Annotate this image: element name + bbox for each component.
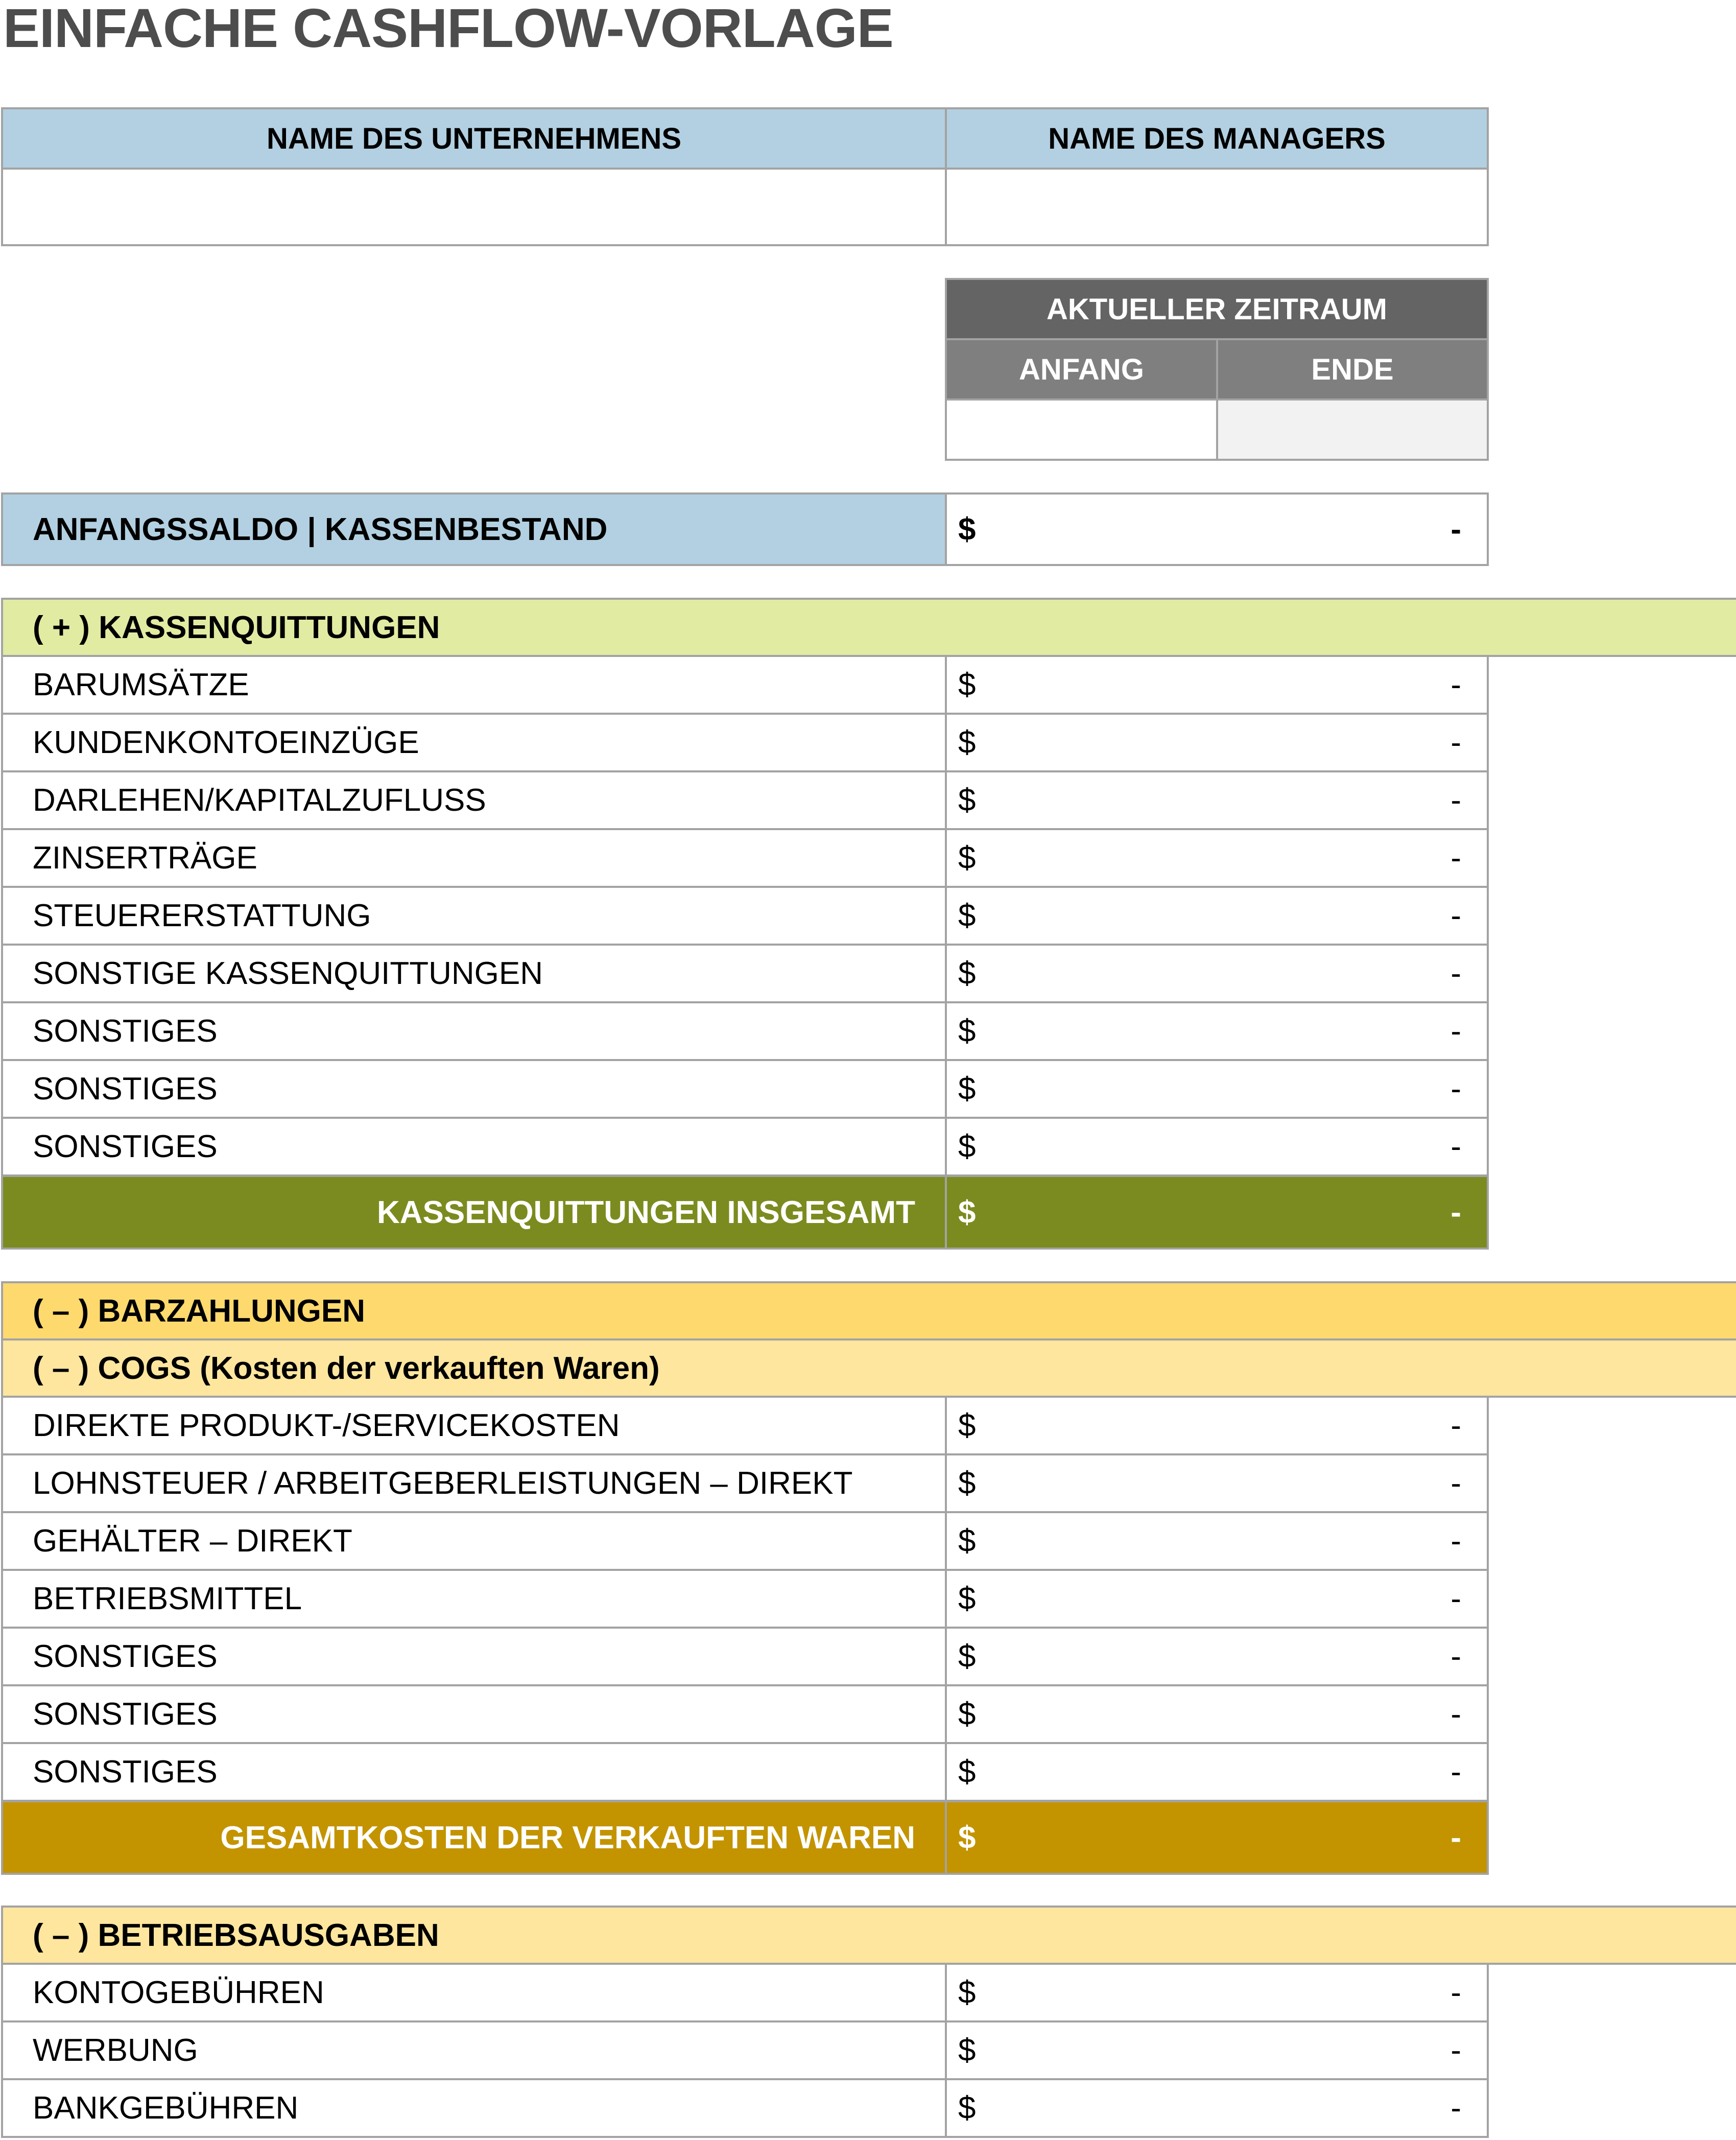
- line-item-label: SONSTIGES: [1, 1684, 947, 1744]
- period-end-header: ENDE: [1216, 338, 1489, 401]
- currency-symbol: $: [958, 840, 976, 876]
- currency-symbol: $: [958, 1975, 976, 2010]
- manager-name-header: NAME DES MANAGERS: [945, 107, 1489, 170]
- cogs-section-header: ( – ) COGS (Kosten der verkauften Waren): [1, 1338, 1736, 1398]
- currency-symbol: $: [958, 1129, 976, 1164]
- line-item-label: KUNDENKONTOEINZÜGE: [1, 713, 947, 772]
- currency-symbol: $: [958, 1820, 976, 1855]
- line-item-amount[interactable]: [945, 1453, 1489, 1513]
- payments-section-header: ( – ) BARZAHLUNGEN: [1, 1281, 1736, 1341]
- currency-symbol: $: [958, 1466, 976, 1501]
- opening-balance-label: ANFANGSSALDO | KASSENBESTAND: [1, 492, 947, 566]
- line-item-label: SONSTIGES: [1, 1627, 947, 1686]
- line-item-label: ZINSERTRÄGE: [1, 828, 947, 888]
- currency-symbol: $: [958, 1697, 976, 1732]
- line-item-amount[interactable]: [945, 2020, 1489, 2080]
- line-item-label: SONSTIGE KASSENQUITTUNGEN: [1, 944, 947, 1003]
- line-item-label: LOHNSTEUER / ARBEITGEBERLEISTUNGEN – DIREKT: [1, 1453, 947, 1513]
- line-item-label: DARLEHEN/KAPITALZUFLUSS: [1, 770, 947, 830]
- current-period-header: AKTUELLER ZEITRAUM: [945, 278, 1489, 340]
- opex-section-header: ( – ) BETRIEBSAUSGABEN: [1, 1906, 1736, 1965]
- amount-value: -: [1450, 667, 1461, 702]
- period-end-input[interactable]: [1216, 398, 1489, 461]
- line-item-amount[interactable]: [945, 1117, 1489, 1177]
- cogs-total-amount: [945, 1800, 1489, 1875]
- amount-value: -: [1450, 956, 1461, 991]
- company-name-header: NAME DES UNTERNEHMENS: [1, 107, 947, 170]
- amount-value: -: [1450, 1129, 1461, 1164]
- currency-symbol: $: [958, 1581, 976, 1616]
- currency-symbol: $: [958, 898, 976, 933]
- amount-value: -: [1450, 1523, 1461, 1559]
- line-item-amount[interactable]: [945, 1963, 1489, 2023]
- line-item-label: SONSTIGES: [1, 1059, 947, 1119]
- currency-symbol: $: [958, 725, 976, 760]
- receipts-section-header: ( + ) KASSENQUITTUNGEN: [1, 598, 1736, 657]
- currency-symbol: $: [958, 1194, 976, 1230]
- currency-symbol: $: [958, 1014, 976, 1049]
- receipts-total-label: KASSENQUITTUNGEN INSGESAMT: [1, 1175, 947, 1250]
- line-item-amount[interactable]: [945, 1396, 1489, 1455]
- line-item-label: BANKGEBÜHREN: [1, 2078, 947, 2138]
- amount-value: -: [1450, 898, 1461, 933]
- amount-value: -: [1450, 1071, 1461, 1107]
- line-item-label: SONSTIGES: [1, 1742, 947, 1802]
- company-name-input[interactable]: [1, 168, 947, 246]
- amount-value: -: [1450, 1639, 1461, 1674]
- currency-symbol: $: [958, 2090, 976, 2126]
- line-item-amount[interactable]: [945, 1059, 1489, 1119]
- amount-value: -: [1450, 1014, 1461, 1049]
- currency-symbol: $: [958, 1754, 976, 1790]
- line-item-amount[interactable]: [945, 2078, 1489, 2138]
- amount-value: -: [1450, 1697, 1461, 1732]
- currency-symbol: $: [958, 783, 976, 818]
- amount-value: -: [1450, 725, 1461, 760]
- period-start-input[interactable]: [945, 398, 1218, 461]
- amount-value: -: [1450, 2033, 1461, 2068]
- line-item-amount[interactable]: [945, 1627, 1489, 1686]
- line-item-amount[interactable]: [945, 770, 1489, 830]
- amount-value: -: [1450, 840, 1461, 876]
- line-item-label: GEHÄLTER – DIREKT: [1, 1511, 947, 1571]
- amount-value: -: [1450, 1754, 1461, 1790]
- page-title: EINFACHE CASHFLOW-VORLAGE: [3, 0, 893, 59]
- line-item-amount[interactable]: [945, 828, 1489, 888]
- line-item-label: SONSTIGES: [1, 1117, 947, 1177]
- line-item-amount[interactable]: [945, 1001, 1489, 1061]
- line-item-amount[interactable]: [945, 886, 1489, 946]
- amount-value: -: [1450, 511, 1461, 547]
- line-item-amount[interactable]: [945, 1569, 1489, 1629]
- amount-value: -: [1450, 1581, 1461, 1616]
- amount-value: -: [1450, 1194, 1461, 1230]
- amount-value: -: [1450, 2090, 1461, 2126]
- period-start-header: ANFANG: [945, 338, 1218, 401]
- line-item-label: BETRIEBSMITTEL: [1, 1569, 947, 1629]
- line-item-label: BARUMSÄTZE: [1, 655, 947, 715]
- line-item-amount[interactable]: [945, 655, 1489, 715]
- currency-symbol: $: [958, 1639, 976, 1674]
- currency-symbol: $: [958, 1408, 976, 1443]
- line-item-label: WERBUNG: [1, 2020, 947, 2080]
- currency-symbol: $: [958, 956, 976, 991]
- receipts-total-amount: [945, 1175, 1489, 1250]
- currency-symbol: $: [958, 1523, 976, 1559]
- amount-value: -: [1450, 783, 1461, 818]
- line-item-label: KONTOGEBÜHREN: [1, 1963, 947, 2023]
- amount-value: -: [1450, 1975, 1461, 2010]
- opening-balance-amount[interactable]: [945, 492, 1489, 566]
- line-item-amount[interactable]: [945, 1511, 1489, 1571]
- manager-name-input[interactable]: [945, 168, 1489, 246]
- currency-symbol: $: [958, 667, 976, 702]
- amount-value: -: [1450, 1408, 1461, 1443]
- line-item-amount[interactable]: [945, 1684, 1489, 1744]
- currency-symbol: $: [958, 2033, 976, 2068]
- amount-value: -: [1450, 1466, 1461, 1501]
- cogs-total-label: GESAMTKOSTEN DER VERKAUFTEN WAREN: [1, 1800, 947, 1875]
- line-item-amount[interactable]: [945, 944, 1489, 1003]
- line-item-label: SONSTIGES: [1, 1001, 947, 1061]
- line-item-amount[interactable]: [945, 1742, 1489, 1802]
- currency-symbol: $: [958, 511, 976, 547]
- line-item-label: STEUERERSTATTUNG: [1, 886, 947, 946]
- currency-symbol: $: [958, 1071, 976, 1107]
- amount-value: -: [1450, 1820, 1461, 1855]
- line-item-amount[interactable]: [945, 713, 1489, 772]
- line-item-label: DIREKTE PRODUKT-/SERVICEKOSTEN: [1, 1396, 947, 1455]
